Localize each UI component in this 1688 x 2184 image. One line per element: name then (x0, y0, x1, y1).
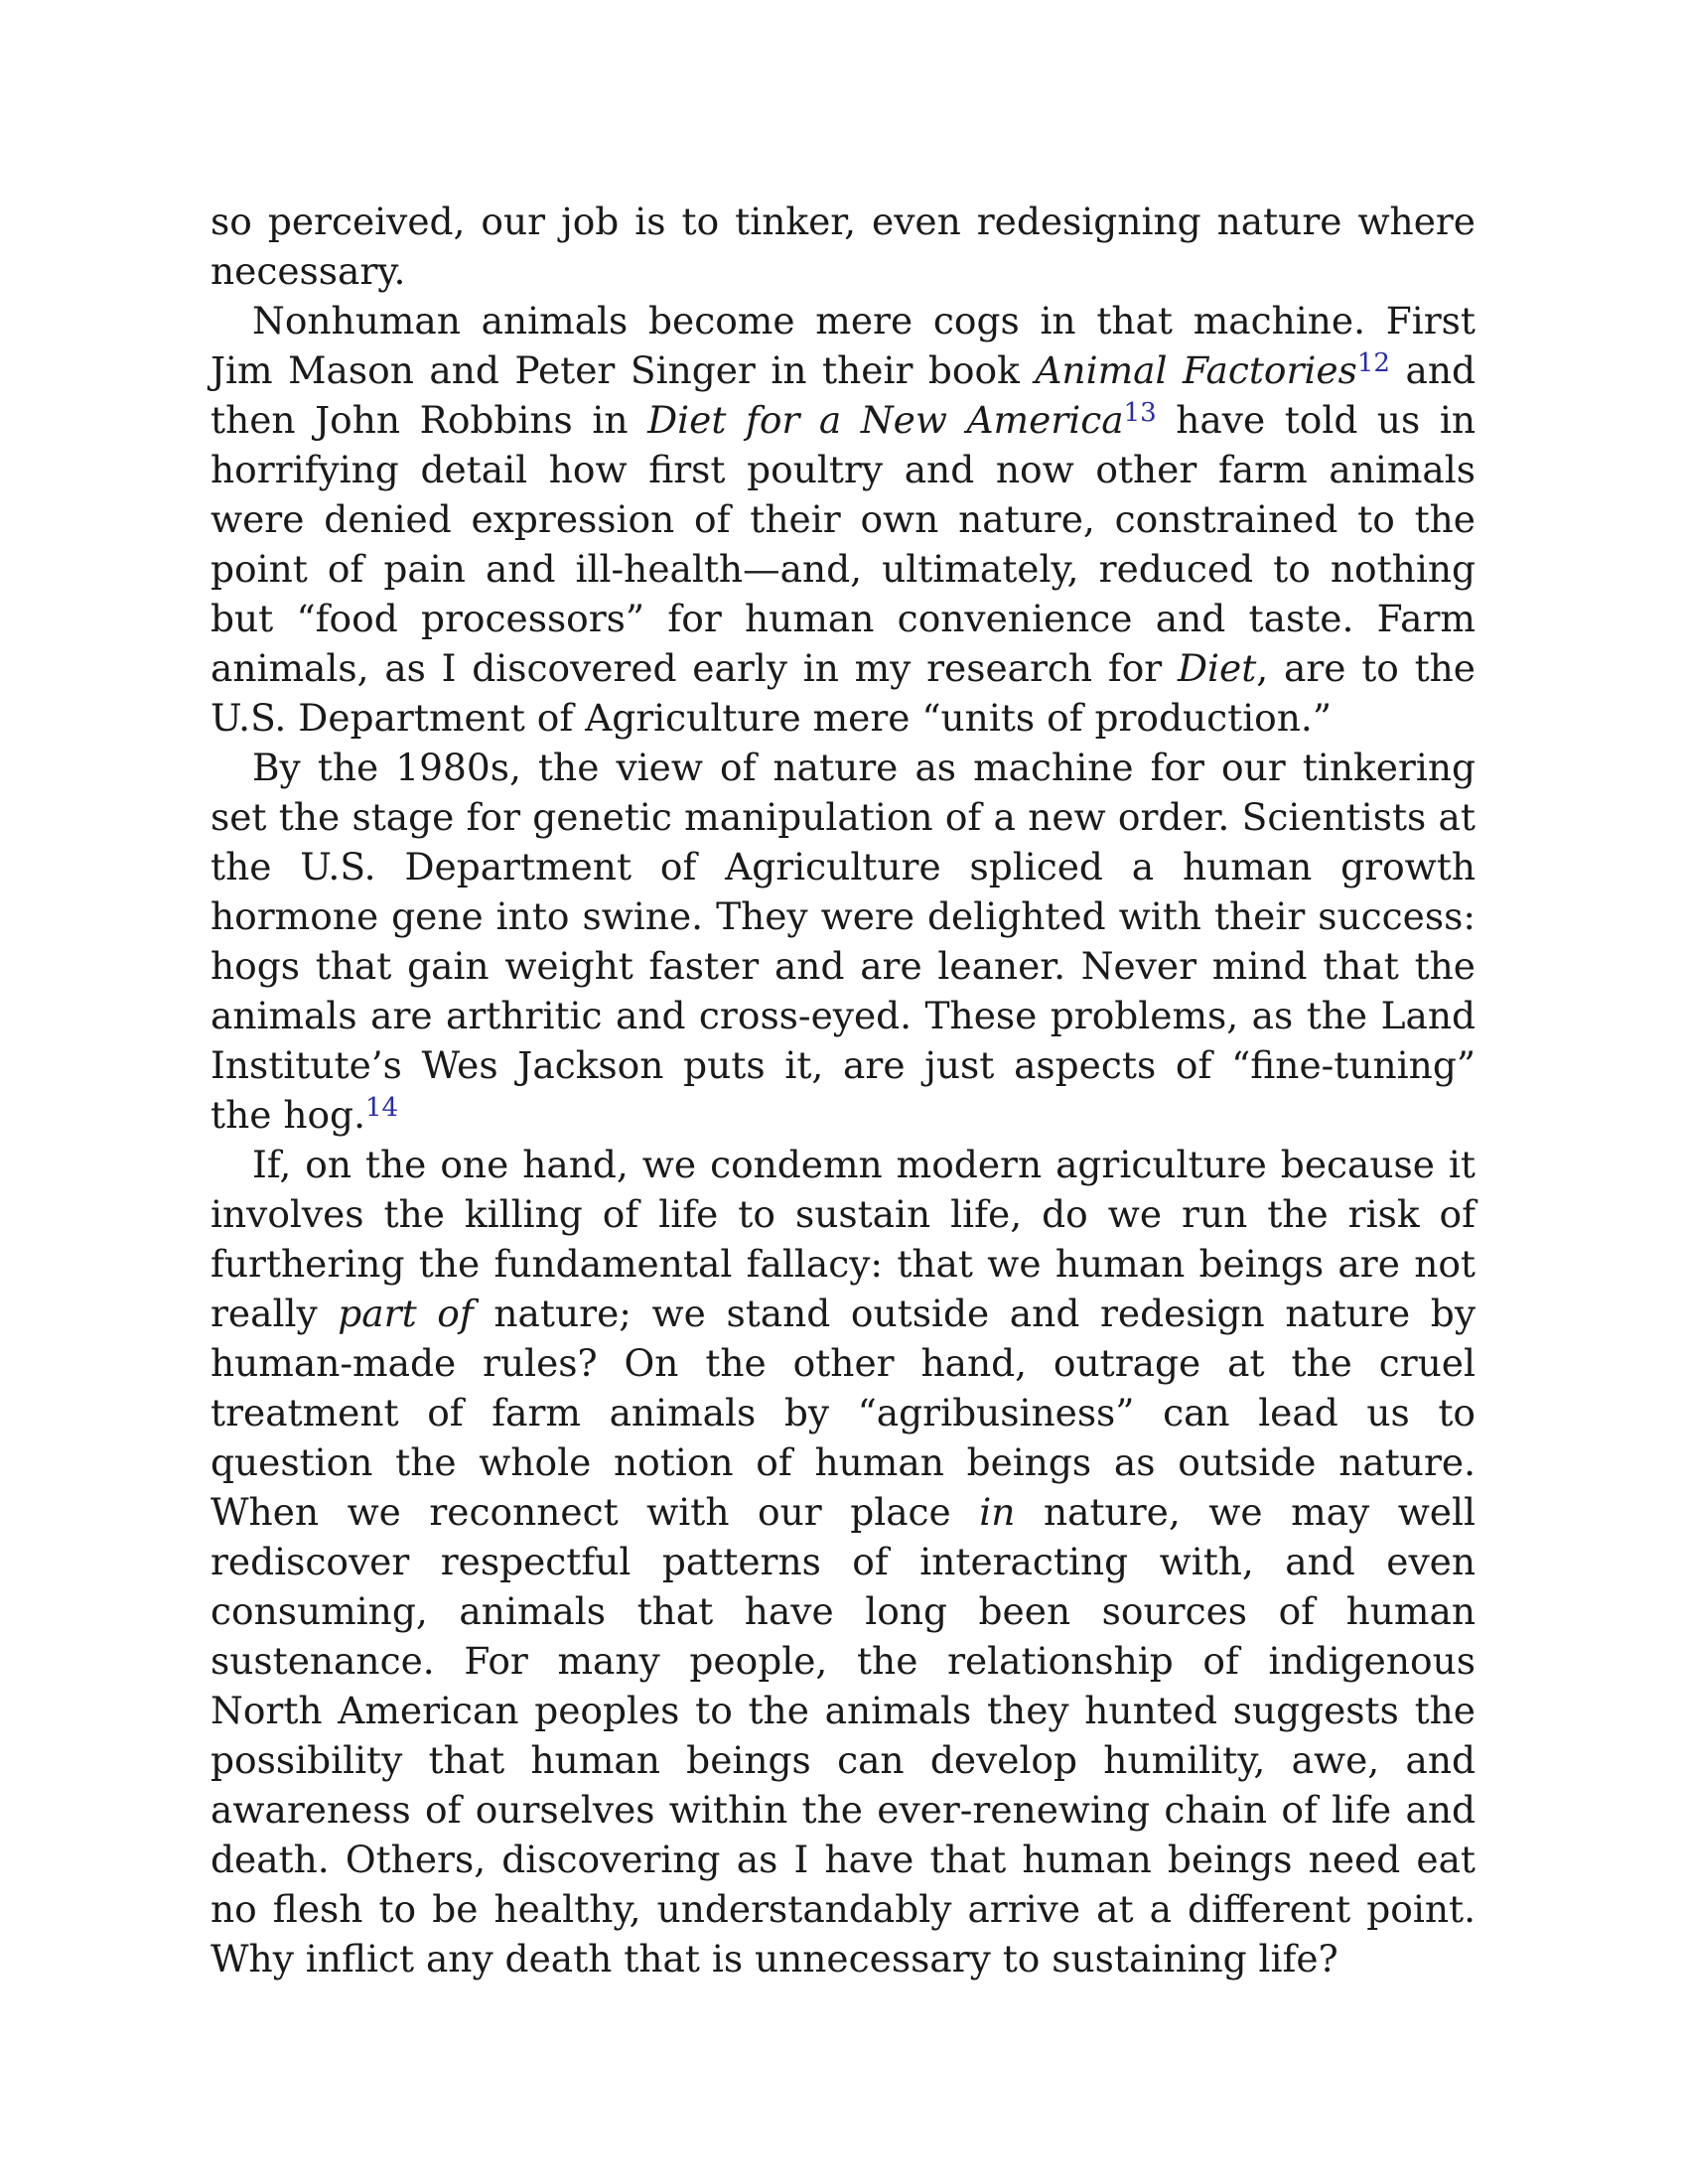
text-run: , are to the U.S. Department of Agriculture mere “units of production.” (211, 646, 1476, 740)
book-title-diet-for-a-new-america: Diet for a New America (647, 398, 1124, 442)
book-title-diet: Diet (1177, 646, 1257, 690)
text-run: have told us in horrifying detail how first poultry and now other farm animals were denied expression of their own nature, constrained to the point of pain and ill-health—and, ultimately, reduced to nothing but “food processors” for human convenience and taste. Farm animals, as I discovered early in my research for (211, 398, 1476, 690)
text-run: nature, we may well rediscover respectful patterns of interacting with, and even consuming, animals that have long been sources of human sustenance. For many people, the relationship of indigenous North American peoples to the animals they hunted suggests the possibility that human beings can develop humility, awe, and awareness of ourselves within the ever-renewing chain of life and death. Others, discovering as I have that human beings need eat no flesh to be healthy, understandably arrive at a different point. Why inflict any death that is unnecessary to sustaining life? (211, 1490, 1476, 1980)
paragraph-3 (211, 743, 1476, 1140)
text-run: If, on the one hand, we condemn modern agriculture because it involves the killing of life to sustain life, do we run the risk of furthering the fundamental fallacy: that we human beings are not really (211, 1143, 1476, 1335)
paragraph-2 (211, 296, 1476, 743)
book-title-animal-factories: Animal Factories (1035, 348, 1357, 392)
text-run: nature; we stand outside and redesign nature by human-made rules? On the other hand, outrage at the cruel treatment of farm animals by “agribusiness” can lead us to question the whole notion of human beings as outside nature. When we reconnect with our place (211, 1292, 1476, 1534)
paragraph-1 (211, 197, 1476, 296)
paragraph-4 (211, 1140, 1476, 1983)
text-run: so perceived, our job is to tinker, even redesigning nature where necessary. (211, 200, 1476, 293)
text-run: and then John Robbins in (211, 348, 1476, 442)
text-run: Nonhuman animals become mere cogs in that machine. First Jim Mason and Peter Singer in their book (211, 299, 1476, 392)
page-body (211, 197, 1476, 1983)
footnote-link-13[interactable]: 13 (1123, 398, 1157, 428)
footnote-link-14[interactable]: 14 (365, 1093, 399, 1123)
footnote-link-12[interactable]: 12 (1356, 348, 1390, 378)
text-run: By the 1980s, the view of nature as machine for our tinkering set the stage for genetic manipulation of a new order. Scientists at the U.S. Department of Agriculture spliced a human growth hormone gene into swine. They were delighted with their success: hogs that gain weight faster and are leaner. Never mind that the animals are arthritic and cross-eyed. These problems, as the Land Institute’s Wes Jackson puts it, are just aspects of “fine-tuning” the hog. (211, 746, 1476, 1137)
emphasis-in: in (979, 1490, 1016, 1534)
emphasis-part-of: part of (338, 1292, 474, 1335)
